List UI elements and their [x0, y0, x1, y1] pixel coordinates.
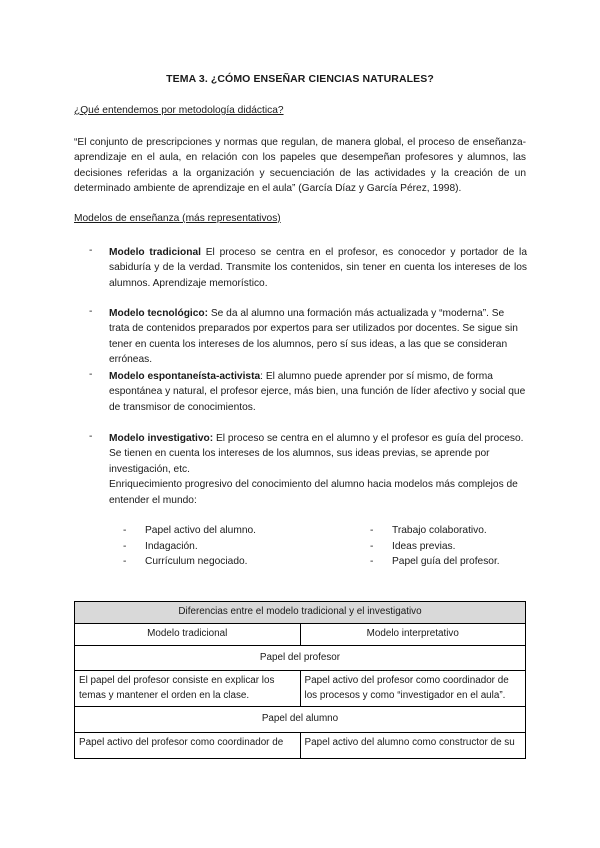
model-spontaneous	[109, 369, 527, 415]
list-item: - Papel guía del profesor.	[370, 556, 500, 567]
list-item: - Ideas previas.	[370, 540, 456, 552]
table-row	[75, 602, 526, 624]
sub-list-left	[123, 523, 256, 570]
table-cell: Papel activo del alumno como constructor de su	[300, 732, 526, 759]
list-item: - Papel activo del alumno.	[123, 525, 256, 536]
models-heading: Modelos de enseñanza (más representativos)	[74, 213, 281, 224]
list-item: - Trabajo colaborativo.	[370, 525, 487, 536]
list-item: - Indagación.	[123, 540, 198, 552]
model-description: El proceso se centra en el profesor, es conocedor y portador de la sabiduría y de la verdad. Transmite los contenidos, sin tener en cuenta los intereses de los alumnos. Aprendizaje memorístico.	[109, 247, 527, 289]
comparison-table	[74, 601, 526, 759]
list-item: - Currículum negociado.	[123, 556, 248, 567]
sub-list-right	[370, 523, 500, 570]
table-row	[75, 671, 526, 707]
model-description: El proceso se centra en el alumno y el profesor es guía del proceso. Se tienen en cuenta los intereses de los alumnos, sus ideas previas, se aprende por investigación, etc.	[109, 433, 524, 475]
model-technological	[109, 306, 527, 368]
model-extra: Enriquecimiento progresivo del conocimiento del alumno hacia modelos más complejos de entender el mundo:	[109, 479, 518, 506]
definition-paragraph: “El conjunto de prescripciones y normas que regulan, de manera global, el proceso de enseñanza-aprendizaje en el aula, en relación con los papeles que desempeñan profesores y alumnos, las decisiones referidas a la organización y secuenciación de las actividades y la creación de un determinado ambiente de aprendizaje en el aula” (García Díaz y García Pérez, 1998).	[74, 137, 526, 195]
page-title: TEMA 3. ¿CÓMO ENSEÑAR CIENCIAS NATURALES?	[166, 73, 434, 85]
column-header-traditional: Modelo tradicional	[75, 624, 301, 646]
table-cell: Papel activo del profesor como coordinador de los procesos y como “investigador en el aula”.	[300, 671, 526, 707]
model-name: Modelo investigativo:	[109, 433, 214, 444]
bullet-dash: -	[89, 306, 93, 317]
model-description: : El alumno puede aprender por sí mismo, de forma espontánea y natural, el profesor ejerce, más bien, una función de líder afectivo y social que de transmisor de conocimientos.	[109, 371, 526, 413]
table-row	[75, 732, 526, 759]
model-description: Se da al alumno una formación más actualizada y “moderna”. Se trata de contenidos preparados por expertos para ser utilizados por docentes. Se sigue sin tener en cuenta los intereses de los alumnos, pero sí sus ideas, a las que se consideran erróneas.	[109, 308, 518, 366]
model-name: Modelo tecnológico:	[109, 308, 209, 319]
table-caption: Diferencias entre el modelo tradicional y el investigativo	[75, 602, 526, 624]
question-heading: ¿Qué entendemos por metodología didáctica?	[74, 105, 284, 116]
section-teacher-role: Papel del profesor	[75, 645, 526, 671]
table-row	[75, 645, 526, 671]
model-traditional	[109, 245, 527, 291]
bullet-dash: -	[89, 369, 93, 380]
bullet-dash: -	[89, 245, 93, 256]
bullet-dash: -	[89, 431, 93, 442]
table-row	[75, 707, 526, 733]
table-cell: El papel del profesor consiste en explicar los temas y mantener el orden en la clase.	[75, 671, 301, 707]
model-investigative	[109, 431, 527, 508]
table-row	[75, 624, 526, 646]
model-name: Modelo tradicional	[109, 247, 201, 258]
column-header-interpretative: Modelo interpretativo	[300, 624, 526, 646]
model-name: Modelo espontaneísta-activista	[109, 371, 261, 382]
section-student-role: Papel del alumno	[75, 707, 526, 733]
table-cell: Papel activo del profesor como coordinador de	[75, 732, 301, 759]
